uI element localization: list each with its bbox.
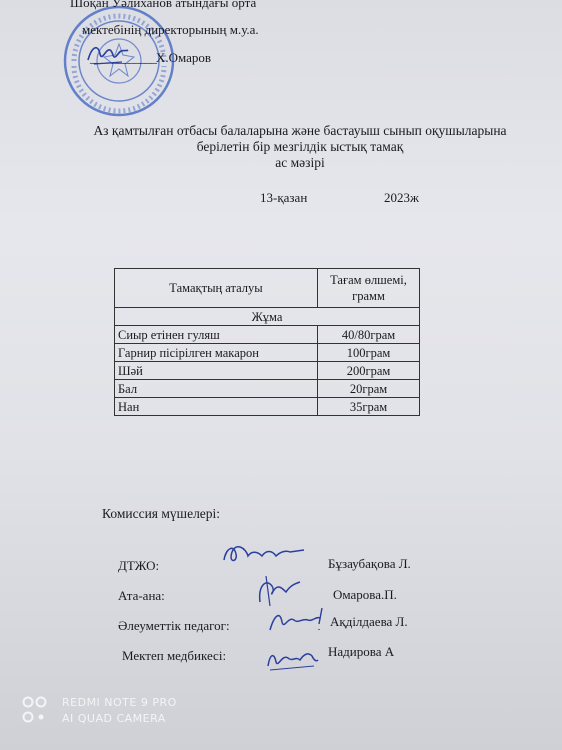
table-row (115, 362, 420, 380)
dish-amount: 100грам (318, 344, 420, 362)
watermark-line-2: AI QUAD CAMERA (62, 712, 166, 725)
director-title-line: мектебінің директорының м.у.а. (82, 22, 259, 37)
member-signature (218, 538, 308, 570)
director-name: Х.Омаров (156, 50, 212, 65)
table-header-row (115, 269, 420, 308)
dish-name: Гарнир пісірілген макарон (115, 344, 318, 362)
dish-amount: 35грам (318, 398, 420, 416)
member-role: ДТЖО: (118, 558, 160, 573)
date-year: 2023ж (384, 190, 419, 205)
member-signature (262, 644, 320, 674)
day-row (115, 308, 420, 326)
table-row (115, 344, 420, 362)
table-row (115, 398, 420, 416)
dish-column-header: Тамақтың аталуы (115, 269, 318, 308)
member-name: Омарова.П. (333, 587, 397, 602)
document-title-line-2: берілетін бір мезгілдік ыстық тамақ (196, 139, 404, 154)
table-row (115, 380, 420, 398)
member-name: Надирова А (328, 644, 395, 659)
signature-underline: ____________ (90, 50, 156, 65)
date-day: 13-қазан (260, 190, 308, 205)
dish-name: Нан (115, 398, 318, 416)
document-title-line-3: ас мәзірі (275, 155, 325, 170)
menu-table (114, 268, 420, 416)
member-role: Әлеуметтік педагог: (118, 618, 230, 633)
watermark-line-1: REDMI NOTE 9 PRO (62, 696, 177, 709)
day-label: Жұма (115, 308, 420, 326)
member-role: Ата-ана: (118, 588, 165, 603)
director-signature (84, 40, 130, 70)
dish-amount: 20грам (318, 380, 420, 398)
dish-name: Бал (115, 380, 318, 398)
commission-heading: Комиссия мүшелері: (102, 506, 221, 521)
school-name-line: Шоқан Уәлиханов атындағы орта (70, 0, 257, 10)
dish-amount: 200грам (318, 362, 420, 380)
member-signature (252, 572, 308, 608)
member-name: Бұзаубақова Л. (328, 556, 411, 571)
dish-name: Сиыр етінен гуляш (115, 326, 318, 344)
camera-logo-icon (22, 696, 48, 724)
member-name: Ақділдаева Л. (330, 614, 408, 629)
member-signature (264, 604, 328, 636)
document-title-line-1: Аз қамтылған отбасы балаларына және бастауыш сынып оқушыларына (93, 123, 507, 138)
amount-column-header: Тағам өлшемі, грамм (318, 269, 420, 308)
dish-amount: 40/80грам (318, 326, 420, 344)
dish-name: Шәй (115, 362, 318, 380)
member-role: Мектеп медбикесі: (122, 648, 227, 663)
table-row (115, 326, 420, 344)
